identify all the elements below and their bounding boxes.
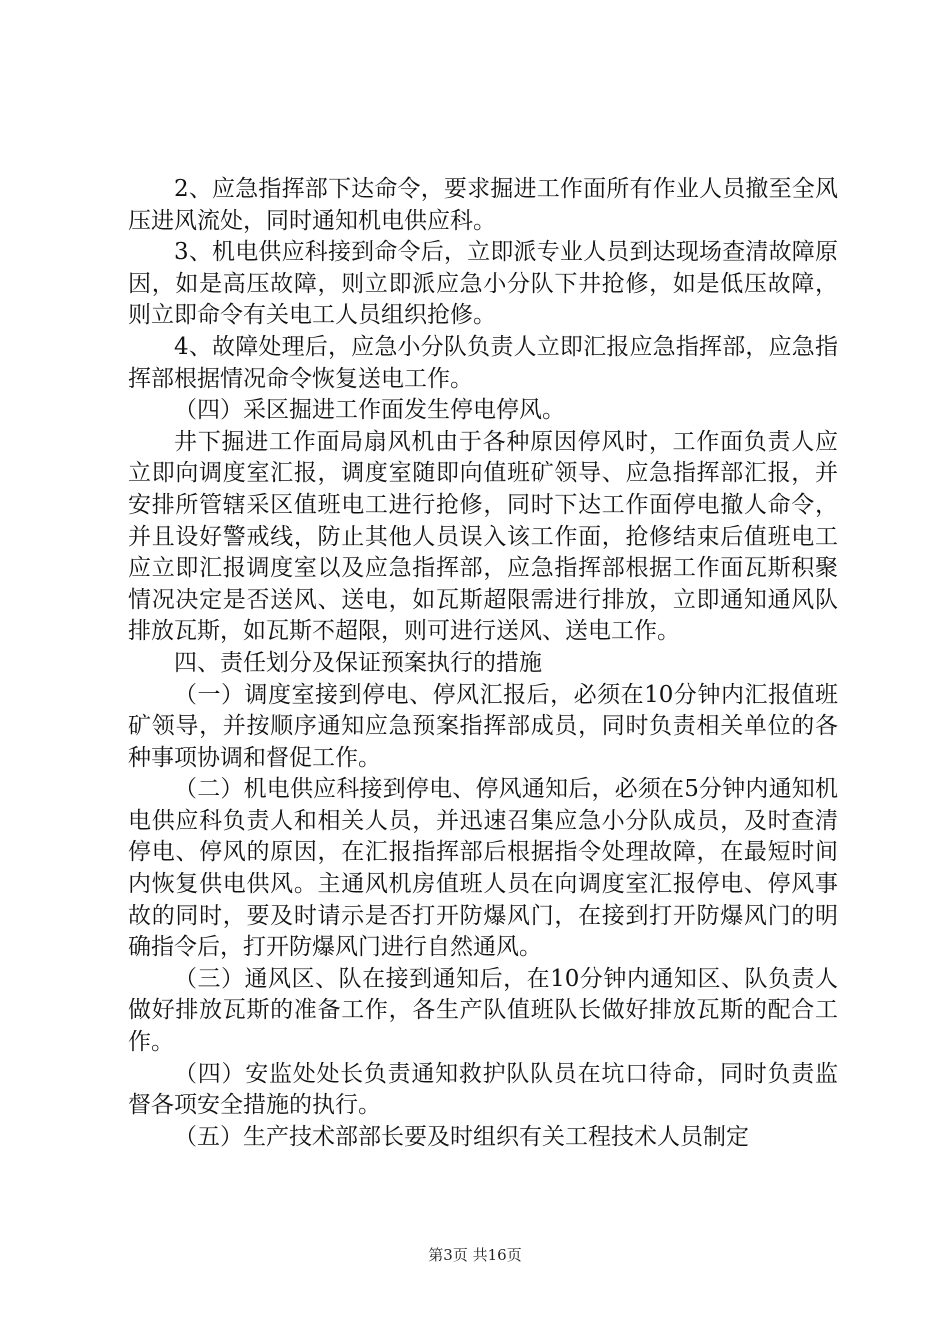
subheading-section-4: （四）采区掘进工作面发生停电停风。 [174, 397, 565, 424]
paragraph-item-2: （二）机电供应科接到停电、停风通知后，必须在5分钟内通知机电供应科负责人和相关人员，并迅速召集应急小分队成员，及时查清停电、停风的原因，在汇报指挥部后根据指令处理故障，在最短时间内恢复供电供风。主通风机房值班人员在向调度室汇报停电、停风事故的同时，要及时请示是否打开防爆风门，在接到打开防爆风门的明确指令后，打开防爆风门进行自然通风。 [128, 776, 838, 961]
paragraph-item-5: （五）生产技术部部长要及时组织有关工程技术人员制定 [174, 1123, 749, 1150]
paragraph-step-2: 2、应急指挥部下达命令，要求掘进工作面所有作业人员撤至全风压进风流处，同时通知机电供应科。 [128, 176, 838, 234]
paragraph-item-4: （四）安监处处长负责通知救护队队员在坑口待命，同时负责监督各项安全措施的执行。 [128, 1060, 838, 1119]
paragraph-step-4: 4、故障处理后，应急小分队负责人立即汇报应急指挥部，应急指挥部根据情况命令恢复送电工作。 [128, 333, 838, 392]
paragraph-item-1: （一）调度室接到停电、停风汇报后，必须在10分钟内汇报值班矿领导，并按顺序通知应急预案指挥部成员，同时负责相关单位的各种事项协调和督促工作。 [128, 681, 838, 771]
paragraph-step-3: 3、机电供应科接到命令后，立即派专业人员到达现场查清故障原因，如是高压故障，则立即派应急小分队下井抢修，如是低压故障，则立即命令有关电工人员组织抢修。 [128, 239, 838, 329]
heading-responsibility: 四、责任划分及保证预案执行的措施 [174, 649, 542, 676]
paragraph-fan-outage: 井下掘进工作面局扇风机由于各种原因停风时，工作面负责人应立即向调度室汇报，调度室随即向值班矿领导、应急指挥部汇报，并安排所管辖采区值班电工进行抢修，同时下达工作面停电撤人命令，并且设好警戒线，防止其他人员误入该工作面，抢修结束后值班电工应立即汇报调度室以及应急指挥部，应急指挥部根据工作面瓦斯积聚情况决定是否送风、送电，如瓦斯超限需进行排放，立即通知通风队排放瓦斯，如瓦斯不超限，则可进行送风、送电工作。 [128, 428, 838, 645]
paragraph-item-3: （三）通风区、队在接到通知后，在10分钟内通知区、队负责人做好排放瓦斯的准备工作，各生产队值班队长做好排放瓦斯的配合工作。 [128, 965, 838, 1056]
page-number-footer: 第3页 共16页 [428, 1246, 522, 1264]
document-body [128, 174, 838, 1153]
